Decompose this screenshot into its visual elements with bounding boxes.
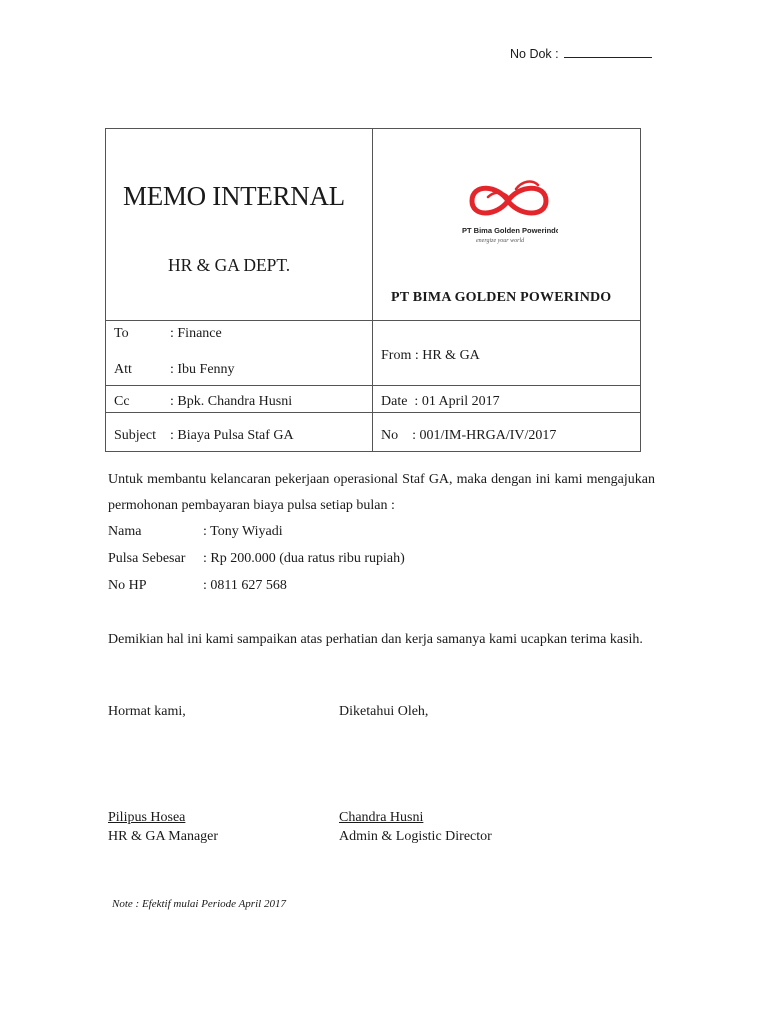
detail-key: Pulsa Sebesar [108, 551, 186, 566]
memo-title: MEMO INTERNAL [123, 181, 345, 211]
right-signature-heading: Diketahui Oleh, [339, 704, 429, 719]
detail-value: : Tony Wiyadi [203, 524, 283, 539]
row-divider [106, 412, 640, 413]
footnote: Note : Efektif mulai Periode April 2017 [112, 898, 286, 910]
to-label: To [114, 326, 129, 341]
from-field: From : HR & GA [381, 348, 480, 363]
number-field: No : 001/IM-HRGA/IV/2017 [381, 428, 557, 443]
detail-row [108, 551, 405, 567]
to-value: : Finance [170, 326, 222, 341]
subject-field [114, 428, 294, 444]
company-logo [458, 171, 558, 251]
detail-key: Nama [108, 524, 142, 539]
detail-row [108, 578, 287, 594]
cc-field [114, 394, 292, 410]
company-name: PT BIMA GOLDEN POWERINDO [391, 290, 612, 305]
row-divider [106, 320, 640, 321]
detail-value: : Rp 200.000 (dua ratus ribu rupiah) [203, 551, 405, 566]
to-field [114, 326, 222, 342]
subject-value: : Biaya Pulsa Staf GA [170, 428, 294, 443]
logo-tagline: energize your world [476, 238, 525, 244]
date-field: Date : 01 April 2017 [381, 394, 500, 409]
memo-header-table [105, 128, 641, 452]
left-signature-heading: Hormat kami, [108, 704, 186, 719]
att-label: Att [114, 362, 132, 377]
left-signatory-name: Pilipus Hosea [108, 810, 186, 825]
doc-number-blank [564, 46, 652, 58]
doc-number-label: No Dok : [510, 47, 559, 61]
cc-value: : Bpk. Chandra Husni [170, 394, 293, 409]
detail-key: No HP [108, 578, 147, 593]
column-divider [372, 129, 373, 451]
right-signatory-name: Chandra Husni [339, 810, 424, 825]
subject-label: Subject [114, 428, 156, 443]
intro-paragraph: Untuk membantu kelancaran pekerjaan operasional Staf GA, maka dengan ini kami mengajukan permohonan pembayaran biaya pulsa setiap bulan : [108, 472, 655, 513]
logo-text: PT Bima Golden Powerindo [462, 226, 558, 235]
detail-value: : 0811 627 568 [203, 578, 287, 593]
closing-paragraph: Demikian hal ini kami sampaikan atas perhatian dan kerja samanya kami ucapkan terima kasih. [108, 632, 643, 647]
infinity-logo-icon [458, 171, 558, 251]
att-value: : Ibu Fenny [170, 362, 235, 377]
doc-number [510, 46, 652, 61]
att-field [114, 362, 235, 378]
department: HR & GA DEPT. [168, 255, 291, 275]
detail-row [108, 524, 283, 540]
right-signatory-position: Admin & Logistic Director [339, 829, 492, 844]
row-divider [106, 385, 640, 386]
cc-label: Cc [114, 394, 130, 409]
left-signatory-position: HR & GA Manager [108, 829, 219, 844]
